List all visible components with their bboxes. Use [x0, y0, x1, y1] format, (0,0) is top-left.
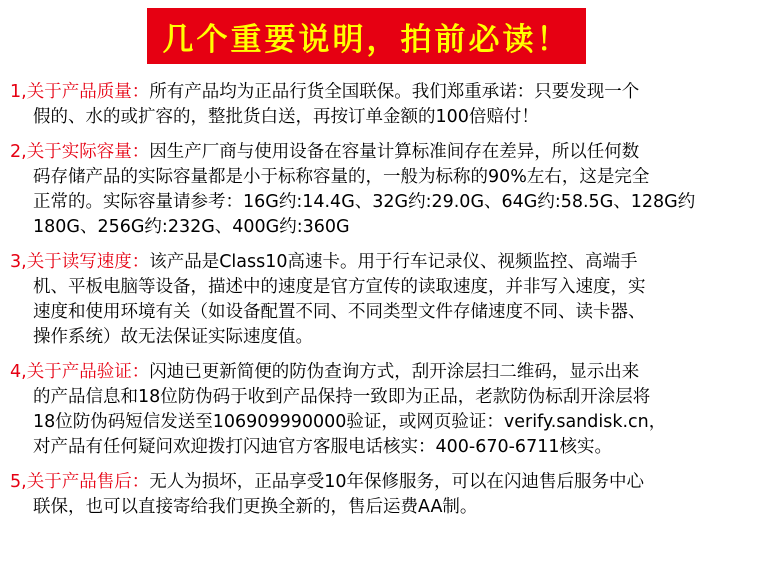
section-text: 闪迪已更新简便的防伪查询方式，刮开涂层扫二维码，显示出来	[149, 362, 640, 382]
notice-line: 的产品信息和18位防伪码于收到产品保持一致即为正品，老款防伪标刮开涂层将	[33, 387, 651, 407]
title-banner	[147, 8, 586, 64]
notice-line: 操作系统）故无法保证实际速度值。	[33, 327, 313, 347]
section-text: 该产品是Class10高速卡。用于行车记录仪、视频监控、高端手	[149, 252, 638, 272]
section-text: 因生产厂商与使用设备在容量计算标准间存在差异，所以任何数	[149, 142, 640, 162]
notice-section-verification	[10, 360, 756, 460]
section-label: 4,关于产品验证：	[10, 362, 150, 382]
section-text: 无人为损坏，正品享受10年保修服务，可以在闪迪售后服务中心	[149, 472, 644, 492]
notice-line: 18位防伪码短信发送至106909990000验证，或网页验证：verify.sandisk.cn，	[33, 412, 667, 432]
banner-title: 几个重要说明，拍前必读！	[162, 21, 571, 58]
notice-list	[10, 80, 756, 530]
notice-line: 码存储产品的实际容量都是小于标称容量的，一般为标称的90%左右，这是完全	[33, 167, 650, 187]
section-text: 所有产品均为正品行货全国联保。我们郑重承诺：只要发现一个	[149, 82, 640, 102]
notice-line: 对产品有任何疑问欢迎拨打闪迪官方客服电话核实：400-670-6711核实。	[33, 437, 612, 457]
section-label: 1,关于产品质量：	[10, 82, 150, 102]
notice-line: 180G、256G约:232G、400G约:360G	[33, 217, 350, 237]
notice-line: 速度和使用环境有关（如设备配置不同、不同类型文件存储速度不同、读卡器、	[33, 302, 646, 322]
notice-section-speed	[10, 250, 756, 350]
notice-line	[10, 360, 756, 385]
notice-line: 机、平板电脑等设备，描述中的速度是官方宣传的读取速度，并非写入速度，实	[33, 277, 646, 297]
section-label: 3,关于读写速度：	[10, 252, 150, 272]
notice-section-quality	[10, 80, 756, 130]
notice-section-capacity	[10, 140, 756, 240]
section-label: 5,关于产品售后：	[10, 472, 150, 492]
section-label: 2,关于实际容量：	[10, 142, 150, 162]
notice-line	[10, 470, 756, 495]
notice-section-after-sales	[10, 470, 756, 520]
notice-line	[10, 140, 756, 165]
notice-line: 假的、水的或扩容的，整批货白送，再按订单金额的100倍赔付！	[33, 107, 539, 127]
notice-line	[10, 250, 756, 275]
notice-line	[10, 80, 756, 105]
notice-line: 正常的。实际容量请参考：16G约:14.4G、32G约:29.0G、64G约:58.5G、128G约	[33, 192, 696, 212]
notice-line: 联保，也可以直接寄给我们更换全新的，售后运费AA制。	[33, 497, 478, 517]
